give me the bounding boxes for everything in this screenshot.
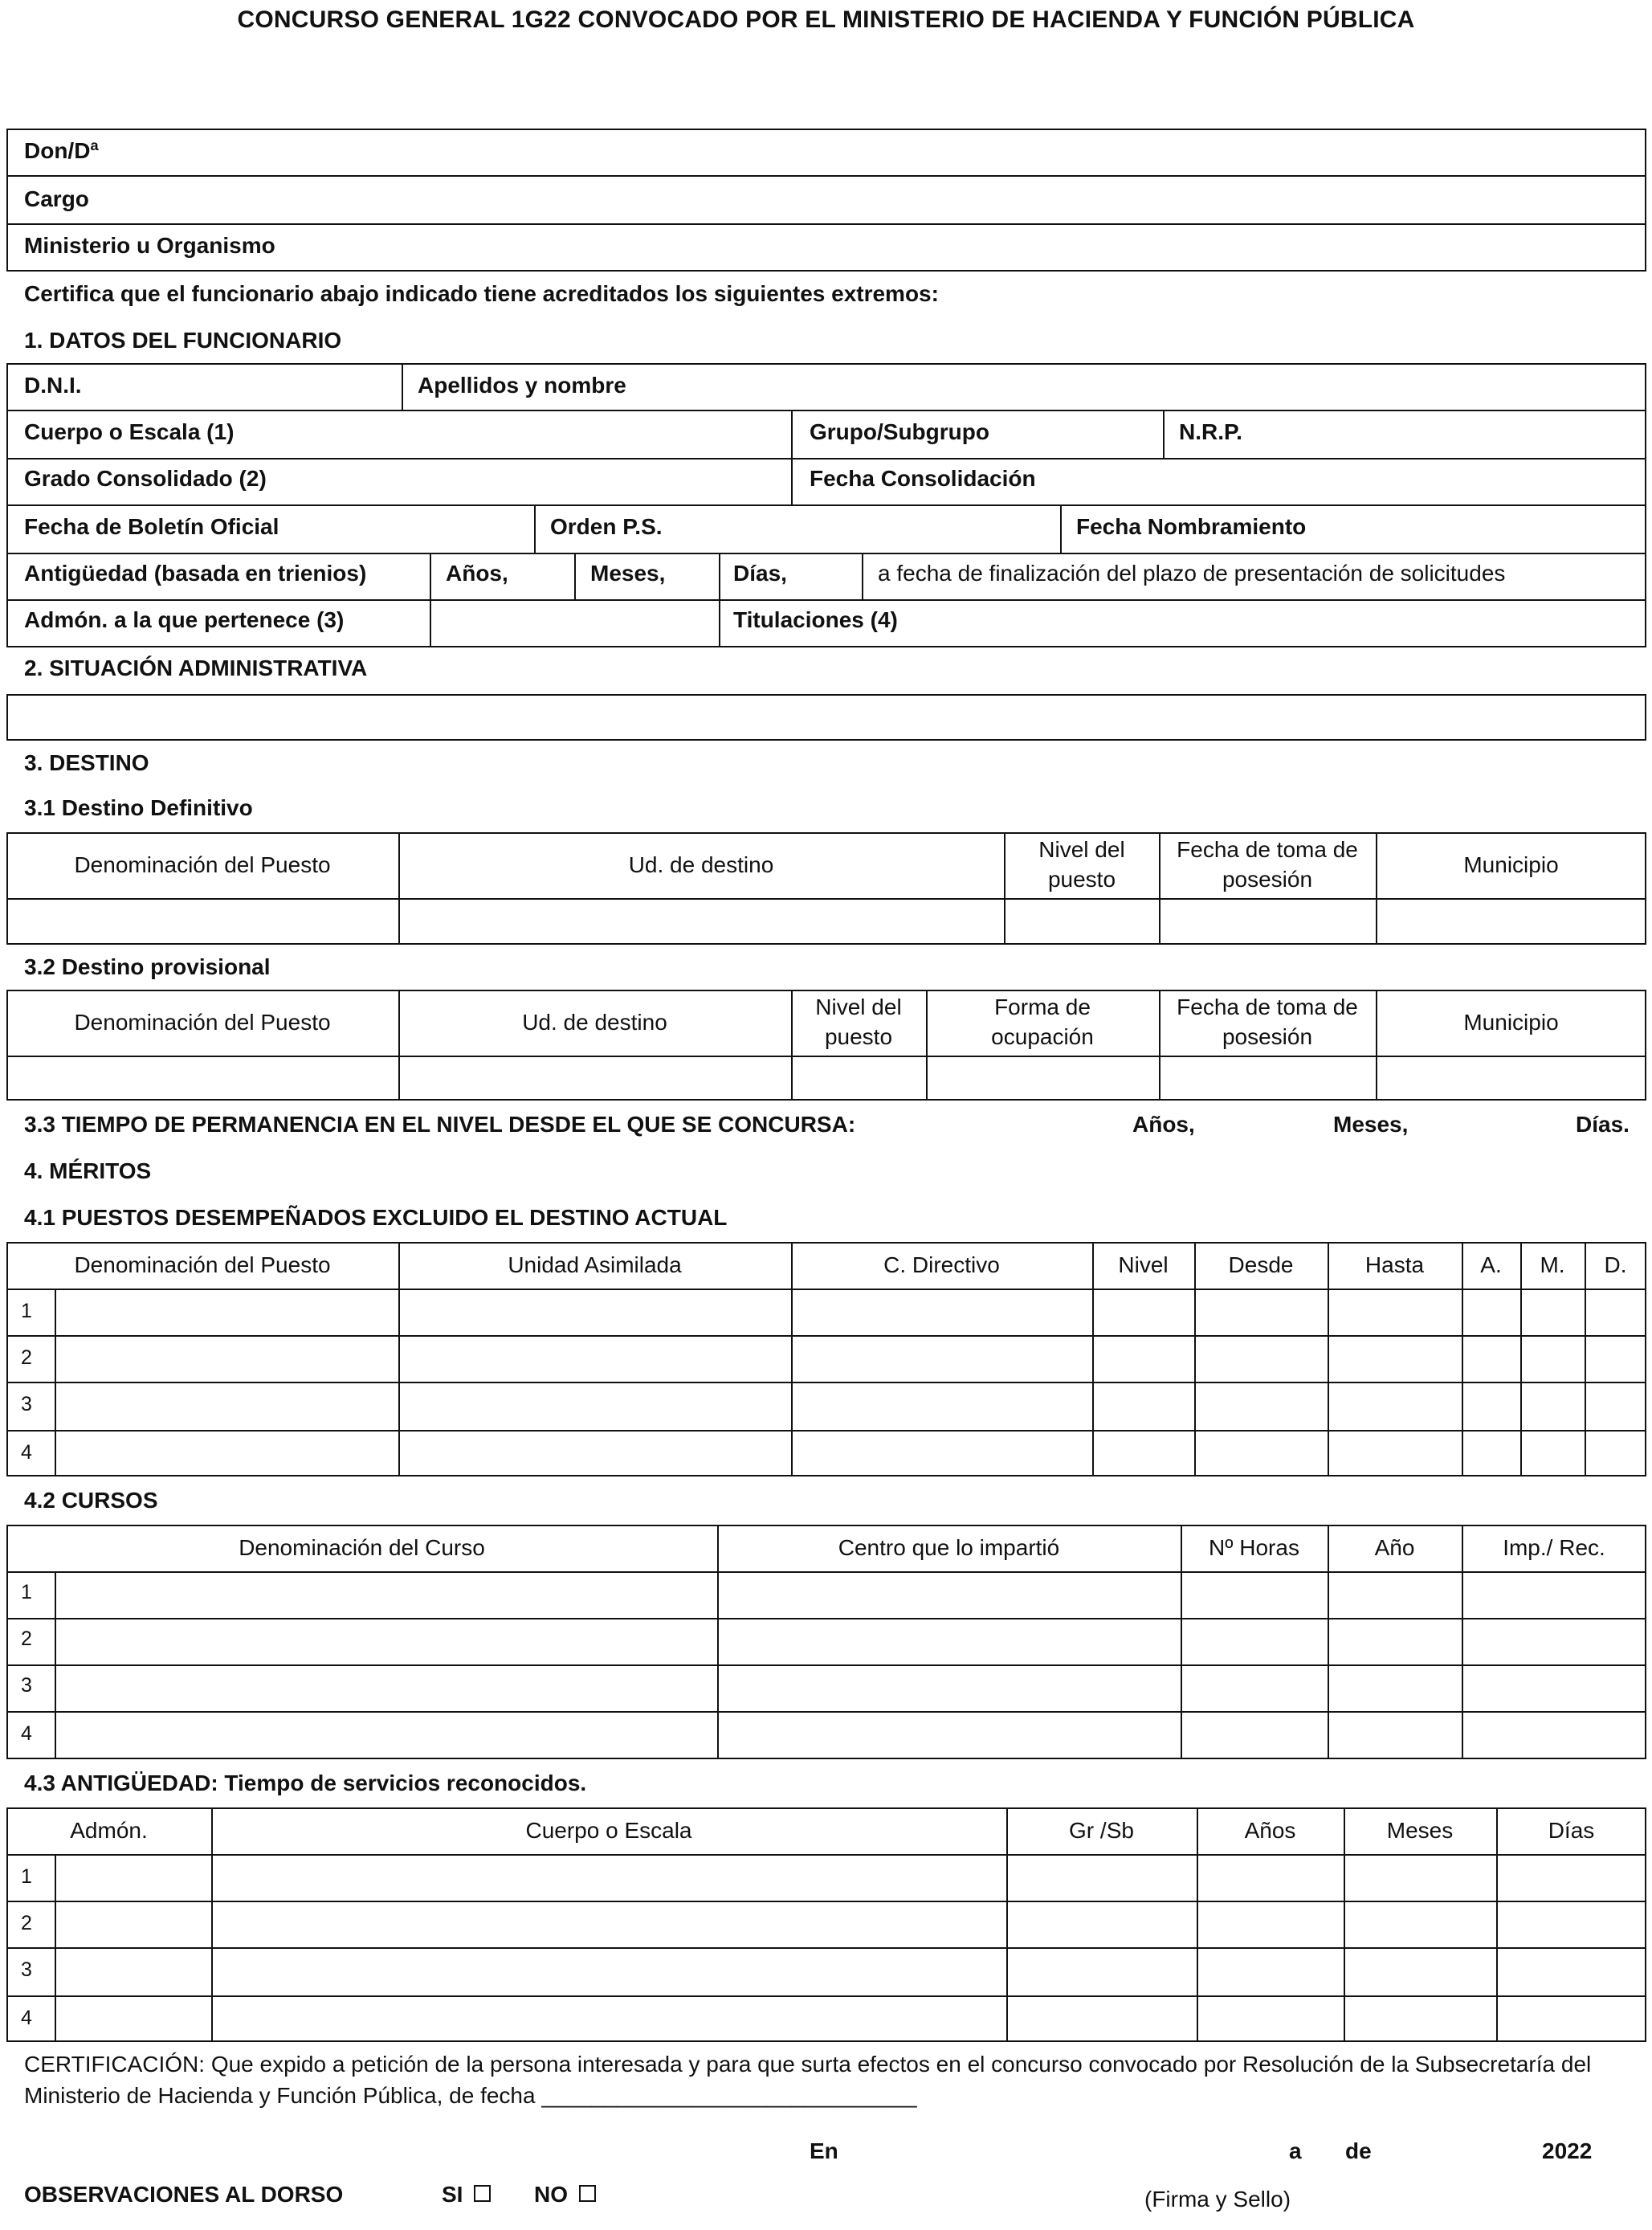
grupo-label: Grupo/Subgrupo <box>810 419 989 444</box>
row-number: 1 <box>21 1300 32 1322</box>
destino-provisional-title: 3.2 Destino provisional <box>24 954 271 979</box>
divider <box>6 1995 1646 1997</box>
orden-label: Orden P.S. <box>550 514 663 539</box>
section-2-title: 2. SITUACIÓN ADMINISTRATIVA <box>24 656 368 680</box>
nrp-label: N.R.P. <box>1179 419 1242 444</box>
col-header: D. <box>1604 1252 1627 1277</box>
admon-label: Admón. a la que pertenece (3) <box>24 607 345 632</box>
col-header: Municipio <box>1463 852 1559 877</box>
antiguedad-title: 4.3 ANTIGÜEDAD: Tiempo de servicios reconocidos. <box>24 1771 587 1795</box>
divider <box>1060 504 1062 553</box>
no-option[interactable] <box>534 2182 596 2208</box>
col-header: Admón. <box>70 1818 148 1843</box>
col-header: Años <box>1244 1818 1296 1843</box>
si-checkbox[interactable] <box>474 2185 491 2202</box>
cursos-title: 4.2 CURSOS <box>24 1488 158 1513</box>
col-header: Unidad Asimilada <box>508 1252 682 1277</box>
divider <box>926 990 928 1101</box>
en-label: En <box>810 2138 838 2163</box>
document-title: CONCURSO GENERAL 1G22 CONVOCADO POR EL MINISTERIO DE HACIENDA Y FUNCIÓN PÚBLICA <box>237 6 1415 33</box>
certificacion-text <box>24 2048 1622 2111</box>
don-label: Don/Dª <box>24 138 99 163</box>
row-number: 4 <box>21 1441 32 1464</box>
divider <box>6 898 1646 900</box>
divider <box>719 553 720 647</box>
col-header: Nivel <box>1118 1252 1169 1277</box>
si-option[interactable] <box>442 2182 491 2208</box>
divider <box>6 175 1646 177</box>
certificacion-line-1: CERTIFICACIÓN: Que expido a petición de la persona interesada y para que surta efectos en el concurso convocado por Resolución de la Subsecretaría del <box>24 2052 1592 2077</box>
col-header: Denominación del Puesto <box>74 852 331 877</box>
divider <box>6 1430 1646 1432</box>
divider <box>6 1289 1646 1290</box>
puestos-title: 4.1 PUESTOS DESEMPEÑADOS EXCLUIDO EL DESTINO ACTUAL <box>24 1205 728 1230</box>
permanencia-dias: Días. <box>1576 1112 1630 1137</box>
col-header: Desde <box>1228 1252 1294 1277</box>
row-number: 3 <box>21 1674 32 1697</box>
col-header: Ud. de destino <box>628 852 774 877</box>
divider <box>6 1618 1646 1619</box>
year-label: 2022 <box>1542 2138 1593 2163</box>
divider <box>430 553 431 647</box>
col-header: Nº Horas <box>1209 1535 1299 1560</box>
permanencia-label: 3.3 TIEMPO DE PERMANENCIA EN EL NIVEL DESDE EL QUE SE CONCURSA: <box>24 1112 856 1137</box>
divider <box>791 410 793 504</box>
row-number: 4 <box>21 2007 32 2029</box>
col-header: Denominación del Puesto <box>74 1252 331 1277</box>
col-header: Denominación del Puesto <box>74 1010 331 1035</box>
row-number: 3 <box>21 1393 32 1415</box>
divider <box>398 832 400 945</box>
titulaciones-label: Titulaciones (4) <box>733 607 898 632</box>
col-header: Centro que lo impartió <box>838 1535 1060 1560</box>
divider <box>6 1335 1646 1337</box>
row-number: 1 <box>21 1581 32 1603</box>
col-header: Nivel del puesto <box>815 995 902 1049</box>
divider <box>6 1711 1646 1713</box>
divider <box>6 504 1646 506</box>
col-header: M. <box>1540 1252 1565 1277</box>
divider <box>1159 990 1160 1101</box>
divider <box>862 553 863 599</box>
divider <box>6 1947 1646 1949</box>
dias-label: Días, <box>733 561 787 586</box>
row-number: 2 <box>21 1346 32 1369</box>
col-header: Ud. de destino <box>522 1010 667 1035</box>
apellidos-label: Apellidos y nombre <box>418 373 626 398</box>
permanencia-meses: Meses, <box>1333 1112 1409 1137</box>
divider <box>1376 832 1377 945</box>
divider <box>6 1056 1646 1057</box>
divider <box>6 1854 1646 1856</box>
certificacion-line-2: Ministerio de Hacienda y Función Pública, de fecha ______________________________ <box>24 2083 917 2108</box>
col-header: Municipio <box>1463 1010 1559 1035</box>
col-header: Denominación del Curso <box>239 1535 485 1560</box>
divider <box>6 223 1646 225</box>
a-fecha-text: a fecha de finalización del plazo de presentación de solicitudes <box>878 561 1506 586</box>
a-label: a <box>1289 2138 1302 2163</box>
col-header: A. <box>1480 1252 1502 1277</box>
fecha-consolidacion-label: Fecha Consolidación <box>810 466 1036 491</box>
firma-label: (Firma y Sello) <box>1144 2187 1291 2212</box>
antiguedad-label: Antigüedad (basada en trienios) <box>24 561 367 586</box>
col-header: Fecha de toma de posesión <box>1177 995 1358 1049</box>
fecha-boletin-label: Fecha de Boletín Oficial <box>24 514 279 539</box>
divider <box>791 990 793 1101</box>
divider <box>55 1854 56 2042</box>
section-4-title: 4. MÉRITOS <box>24 1158 152 1183</box>
col-header: Imp./ Rec. <box>1503 1535 1605 1560</box>
divider <box>402 363 403 410</box>
col-header: Nivel del puesto <box>1038 837 1125 892</box>
divider <box>6 458 1646 459</box>
meses-label: Meses, <box>590 561 666 586</box>
divider <box>6 1901 1646 1902</box>
anos-label: Años, <box>446 561 508 586</box>
no-checkbox[interactable] <box>579 2185 596 2202</box>
col-header: Días <box>1548 1818 1595 1843</box>
col-header: Meses <box>1386 1818 1454 1843</box>
divider <box>6 599 1646 601</box>
col-header: Año <box>1374 1535 1415 1560</box>
cargo-label: Cargo <box>24 186 89 211</box>
certifica-text: Certifica que el funcionario abajo indicado tiene acreditados los siguientes extremos: <box>24 281 939 306</box>
row-number: 1 <box>21 1865 32 1888</box>
divider <box>1004 832 1005 945</box>
divider <box>6 410 1646 411</box>
divider <box>1376 990 1377 1101</box>
divider <box>6 1382 1646 1383</box>
row-number: 4 <box>21 1722 32 1745</box>
row-number: 2 <box>21 1912 32 1934</box>
dni-label: D.N.I. <box>24 373 82 398</box>
permanencia-anos: Años, <box>1132 1112 1195 1137</box>
de-label: de <box>1345 2138 1372 2163</box>
col-header: C. Directivo <box>883 1252 1000 1277</box>
destino-definitivo-title: 3.1 Destino Definitivo <box>24 795 253 820</box>
section-3-title: 3. DESTINO <box>24 750 149 775</box>
situacion-administrativa-field[interactable] <box>6 694 1646 741</box>
ministerio-label: Ministerio u Organismo <box>24 233 275 258</box>
divider <box>55 1289 56 1476</box>
col-header: Hasta <box>1364 1252 1425 1277</box>
divider <box>398 990 400 1101</box>
no-label: NO <box>534 2182 568 2207</box>
divider <box>6 1664 1646 1666</box>
col-header: Cuerpo o Escala <box>525 1818 692 1843</box>
divider <box>574 553 576 599</box>
fecha-nombramiento-label: Fecha Nombramiento <box>1076 514 1307 539</box>
col-header: Gr /Sb <box>1069 1818 1134 1843</box>
observaciones-label: OBSERVACIONES AL DORSO <box>24 2182 344 2207</box>
divider <box>55 1571 56 1759</box>
grado-label: Grado Consolidado (2) <box>24 466 267 491</box>
divider <box>1163 410 1165 458</box>
row-number: 3 <box>21 1958 32 1981</box>
si-label: SI <box>442 2182 463 2207</box>
col-header: Forma de ocupación <box>991 995 1094 1049</box>
destino-definitivo-table <box>6 832 1646 945</box>
divider <box>534 504 536 553</box>
col-header: Fecha de toma de posesión <box>1177 837 1358 892</box>
divider <box>6 1571 1646 1573</box>
row-number: 2 <box>21 1628 32 1650</box>
divider <box>1159 832 1160 945</box>
section-1-title: 1. DATOS DEL FUNCIONARIO <box>24 328 342 353</box>
divider <box>6 553 1646 554</box>
cuerpo-label: Cuerpo o Escala (1) <box>24 419 235 444</box>
